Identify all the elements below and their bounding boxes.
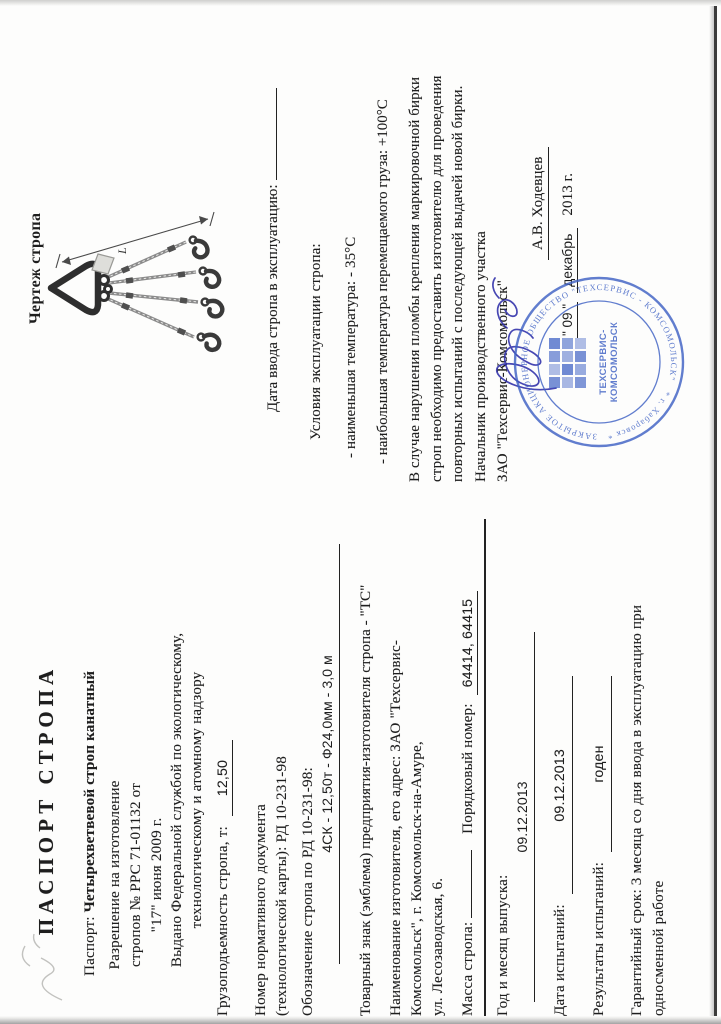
seal-note-line: повторных испытаний с последующей выдачей новой бирки. <box>450 85 466 482</box>
manufacturer-line: ул. Лесозаводская, 6. <box>429 877 446 1016</box>
date-month: декабрь <box>559 228 578 293</box>
commissioning-blank-line <box>262 88 277 180</box>
scan-edge-left <box>0 1016 721 1024</box>
signatory-title-line: ЗАО "Техсервис-Комсомольск" <box>494 280 511 482</box>
mass-label: Масса стропа: <box>459 921 476 1016</box>
capacity-row <box>212 516 234 1016</box>
stamp-ring-text: ЗАКРЫТОЕ АКЦИОНЕРНОЕ ОБЩЕСТВО "ТЕХСЕРВИС - КОМСОМОЛЬСК" <box>518 281 680 443</box>
seal-note <box>405 42 470 482</box>
page-title: ПАСПОРТ СТРОПА <box>34 664 58 936</box>
dim-arrow-start <box>62 257 71 266</box>
serial-label: Порядковый номер: <box>459 703 476 834</box>
dimension-label: L <box>115 247 129 254</box>
designation-value: 4СК - 12,50т - Ф24,0мм - 3,0 м <box>320 544 340 964</box>
wire-ropes <box>106 242 198 337</box>
seal-note-line: В случае нарушения пломбы крепления маркировочной бирки <box>407 76 423 482</box>
permit-line: "17" июня 2009 г. <box>148 817 165 933</box>
passport-value: Четырехветвевой строп канатный <box>81 670 98 913</box>
warranty-line: Гарантийный срок: 3 месяца со дня ввода в эксплуатацию при <box>628 604 645 1016</box>
company-stamp <box>503 266 695 458</box>
permit-line: Выдано Федеральной службой по экологическому, <box>168 632 185 968</box>
form-column <box>0 511 721 1016</box>
marking-tag <box>92 254 114 274</box>
drawing-title: Чертеж стропа <box>27 212 44 324</box>
dim-arrow-end <box>199 216 208 225</box>
permit-block-top <box>104 744 167 1006</box>
signatory-title-line: Начальник производственного участка <box>473 231 489 482</box>
permit-line: технологическому и атомному надзору <box>188 671 205 929</box>
warranty-line: односменной работе <box>650 880 667 1016</box>
permit-line: стропов № РРС 71-01132 от <box>127 783 144 967</box>
commissioning-row <box>262 0 285 412</box>
connecting-links <box>100 276 112 301</box>
seal-note-line: строп необходимо предоставить изготовителю для проведения <box>428 75 445 482</box>
sling-drawing <box>36 156 236 386</box>
permit-line: Разрешение на изготовление <box>106 780 123 970</box>
test-result-value: годен <box>589 676 612 852</box>
pencil-mark <box>10 924 72 1008</box>
capacity-label: Грузоподъемность стропа, т: <box>214 826 231 1016</box>
signatory-name: А.В. Ходевцев <box>530 147 549 260</box>
issue-value: 09.12.2013 <box>515 632 535 1002</box>
passport-line <box>79 516 100 976</box>
test-date-row <box>549 511 573 1016</box>
normdoc-block <box>250 516 292 1016</box>
test-result-label: Результаты испытаний: <box>590 861 607 1016</box>
normdoc-line: (технологической карты): РД 10-231-98 <box>273 756 290 1016</box>
master-link <box>51 264 98 312</box>
trademark-line: Товарный знак (эмблема) предприятия-изготовителя стропа - "ТС" <box>357 584 374 1016</box>
designation-label: Обозначение стропа по РД 10-231-98: <box>299 767 316 1016</box>
manufacturer-line: Комсомольск", г. Комсомольск-на-Амуре, <box>408 741 425 1016</box>
stamp-center-line1: ТЕХСЕРВИС- <box>598 329 609 395</box>
test-result-row <box>588 511 612 1016</box>
issue-label: Год и месяц выпуска: <box>494 874 511 1016</box>
section-divider <box>484 519 486 1016</box>
warranty-block <box>626 516 670 1016</box>
permit-block-bottom <box>167 584 207 1016</box>
signatory-name-row <box>528 147 550 260</box>
manufacturer-line: Наименование изготовителя, его адрес: ЗАО "Техсервис- <box>387 639 404 1016</box>
capacity-value: 12,50 <box>215 740 233 816</box>
stamp-ring-city: * г. Хабаровск * <box>606 389 673 442</box>
date-day: " 09 " <box>560 302 578 338</box>
conditions-label: Условия эксплуатации стропа: <box>308 243 324 440</box>
date-year: 2013 г. <box>560 172 576 216</box>
serial-value: 64414, 64415 <box>460 591 478 696</box>
stamp-center-line2: КОМСОМОЛЬСК <box>609 321 620 403</box>
mass-blank-line <box>456 850 472 918</box>
condition-max: - наибольшая температура перемещаемого груза: +100°С <box>375 99 391 464</box>
commissioning-label: Дата ввода стропа в эксплуатацию: <box>265 184 281 412</box>
manufacturer-block <box>385 511 448 1016</box>
condition-min: - наименьшая температура: - 35°С <box>343 236 359 458</box>
mass-serial-row <box>456 511 479 1016</box>
stamp-logo <box>549 338 586 388</box>
test-date-value: 09.12.2013 <box>550 676 573 894</box>
test-date-label: Дата испытаний: <box>551 904 568 1016</box>
scan-edge-right <box>0 0 721 6</box>
scan-edge-line <box>714 0 717 1024</box>
normdoc-line: Номер нормативного документа <box>252 804 269 1016</box>
passport-label: Паспорт: <box>81 916 98 976</box>
right-column <box>0 0 721 484</box>
